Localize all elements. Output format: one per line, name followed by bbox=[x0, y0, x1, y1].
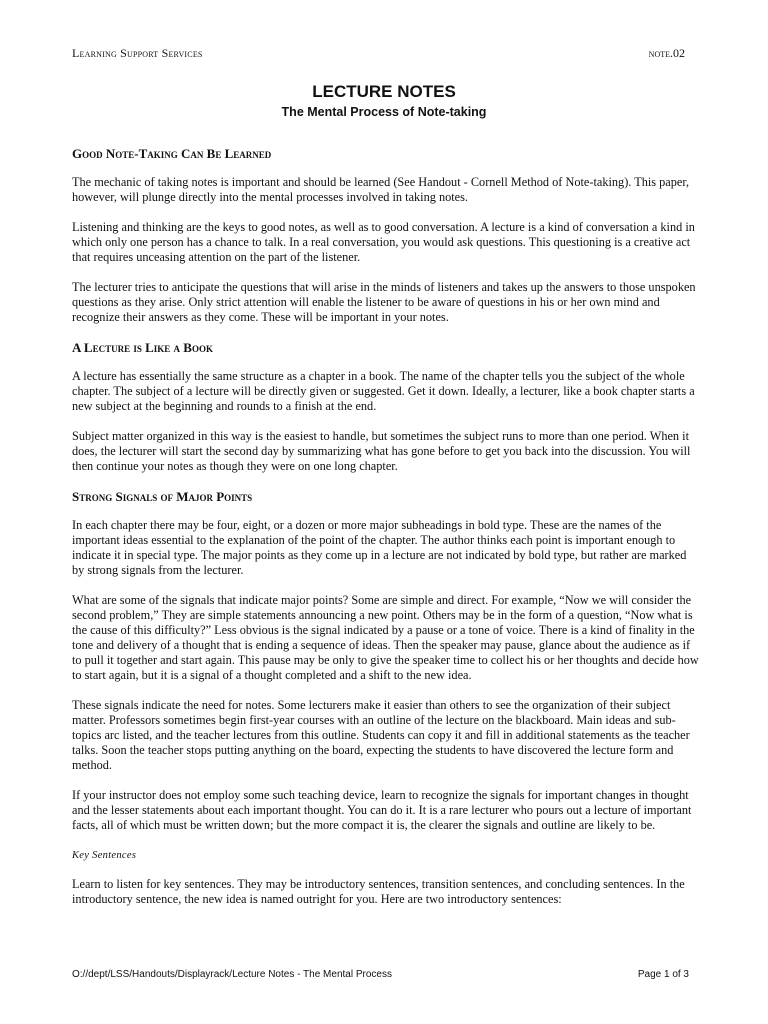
paragraph: In each chapter there may be four, eight, or a dozen or more major subheadings in bold type. These are the names of the important ideas essential to the explanation of the point of the chapter. The author thinks each point is important enough to indicate it in special type. The major points as they come up in a lecture are not indicated by bold type, but rather are marked by strong signals from the lecturer. bbox=[72, 518, 687, 577]
paragraph: These signals indicate the need for notes. Some lecturers make it easier than others to see the organization of their subject matter. Professors sometimes begin first-year courses with an outline of the lecture on the blackboard. Main ideas and sub-topics arc listed, and the teacher lectures from this outline. Students can copy it and fill in additional statements as the teacher talks. Soon the teacher stops putting anything on the board, expecting the students to have discovered the lecture form and method. bbox=[72, 698, 690, 772]
paragraph: Listening and thinking are the keys to good notes, as well as to good conversation. A lecture is a kind of conversation a kind in which only one person has a chance to talk. In a real conversation, you would ask questions. This questioning is a creative act that requires unceasing attention on the part of the listener. bbox=[72, 220, 695, 264]
paragraph: If your instructor does not employ some such teaching device, learn to recognize the signals for important changes in thought and the lesser statements about each important thought. You can do it. It is a rare lecturer who pours out a lecture of important facts, all of which must be written down; but the more compact it is, the clearer the signals and outline are likely to be. bbox=[72, 788, 692, 832]
document-body bbox=[72, 146, 700, 922]
footer-file-path: O://dept/LSS/Handouts/Displayrack/Lecture Notes - The Mental Process bbox=[72, 969, 392, 980]
section-heading: Good Note-Taking Can Be Learned bbox=[72, 146, 272, 161]
header-note-number: note.02 bbox=[648, 46, 685, 60]
paragraph: What are some of the signals that indicate major points? Some are simple and direct. For example, “Now we will consider the second problem,” They are simple statements announcing a new point. Others may be in the form of a question, “Now what is the cause of this difficulty?” Less obvious is the signal indicated by a pause or a tone of voice. There is a kind of finality in the tone and delivery of a thought that is ending a sequence of ideas. Then the speaker may pause, glance about the audience as if to pull it together and start again. This pause may be only to give the speaker time to collect his or her thoughts and decide how to start again, but it is a signal of a thought completed and a shift to the new idea. bbox=[72, 593, 699, 682]
paragraph: The lecturer tries to anticipate the questions that will arise in the minds of listeners and takes up the answers to those unspoken questions as they arise. Only strict attention will enable the listener to be aware of questions in his or her own mind and recognize their answers as they come. These will be important in your notes. bbox=[72, 280, 696, 324]
paragraph: Learn to listen for key sentences. They may be introductory sentences, transition sentences, and concluding sentences. In the introductory sentence, the new idea is named outright for you. Here are two introductory sentences: bbox=[72, 877, 685, 906]
page-subtitle: The Mental Process of Note-taking bbox=[281, 105, 487, 119]
paragraph: A lecture has essentially the same structure as a chapter in a book. The name of the chapter tells you the subject of the whole chapter. The subject of a lecture will be directly given or suggested. Get it down. Ideally, a lecturer, like a book chapter starts a new subject at the beginning and rounds to a finish at the end. bbox=[72, 369, 695, 413]
page-title: LECTURE NOTES bbox=[312, 82, 456, 101]
section-heading: A Lecture is Like a Book bbox=[72, 340, 213, 355]
paragraph: The mechanic of taking notes is important and should be learned (See Handout - Cornell Method of Note-taking). This paper, however, will plunge directly into the mental processes involved in taking notes. bbox=[72, 175, 690, 204]
paragraph: Subject matter organized in this way is the easiest to handle, but sometimes the subject runs to more than one period. When it does, the lecturer will start the second day by summarizing what has gone before to get you back into the discussion. You will then continue your notes as though they were on one long chapter. bbox=[72, 429, 691, 473]
section-heading: Strong Signals of Major Points bbox=[72, 489, 253, 504]
footer-page-number: Page 1 of 3 bbox=[637, 969, 689, 980]
subsection-heading: Key Sentences bbox=[72, 850, 137, 861]
header-department: Learning Support Services bbox=[72, 46, 203, 60]
